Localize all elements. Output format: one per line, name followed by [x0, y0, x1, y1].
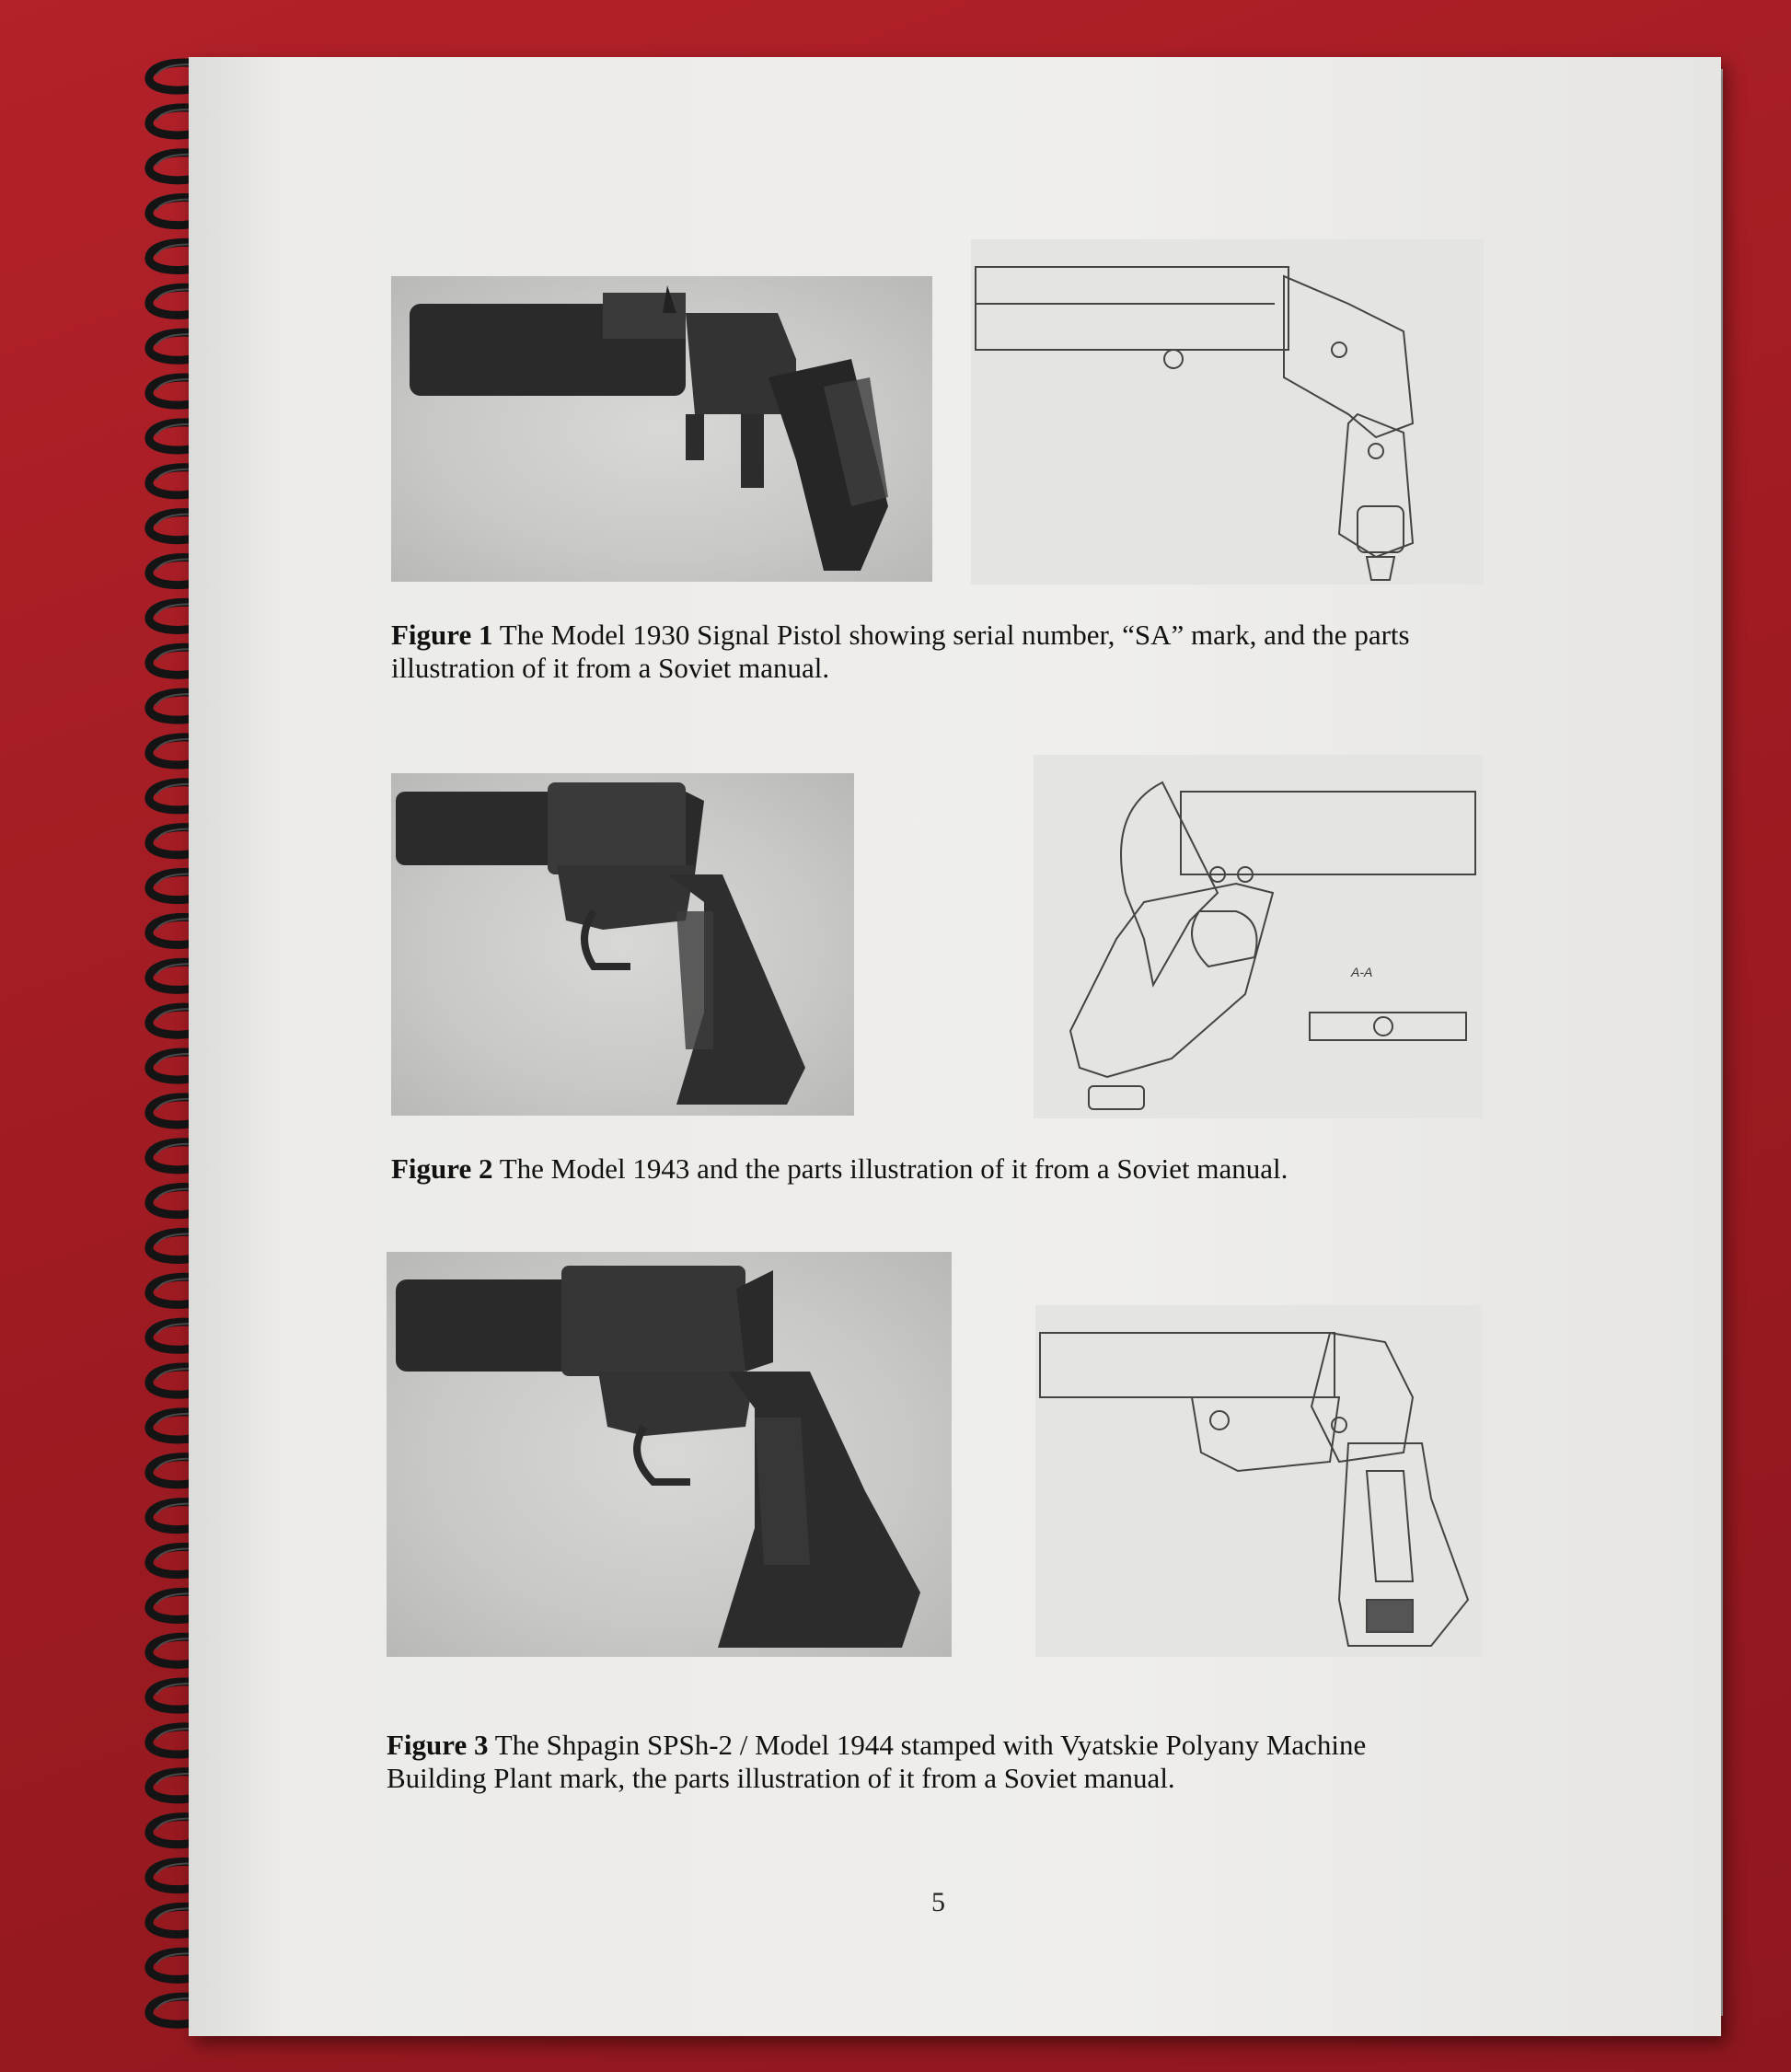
figure-2-label: Figure 2 [391, 1152, 493, 1185]
figure-2-photo [391, 773, 854, 1116]
signal-pistol-photo-icon [391, 276, 932, 582]
figure-1-caption [391, 619, 1496, 685]
figure-3-caption-line2: Building Plant mark, the parts illustration of it from a Soviet manual. [387, 1762, 1175, 1794]
signal-pistol-photo-icon [387, 1252, 952, 1657]
figure-3-caption-line1: The Shpagin SPSh-2 / Model 1944 stamped with Vyatskie Polyany Machine [488, 1729, 1367, 1761]
signal-pistol-photo-icon [391, 773, 854, 1116]
figure-1-caption-line2: illustration of it from a Soviet manual. [391, 652, 830, 684]
figure-3-photo [387, 1252, 952, 1657]
figure-1-photo [391, 276, 932, 582]
figure-2-section-label: A-A [1351, 965, 1373, 979]
parts-illustration-icon [1034, 755, 1483, 1118]
figure-1-parts-illustration [971, 239, 1484, 585]
figure-3-parts-illustration [1035, 1305, 1482, 1657]
parts-illustration-icon [971, 239, 1484, 585]
figure-3-label: Figure 3 [387, 1729, 489, 1761]
figure-2-caption-line1: The Model 1943 and the parts illustration of it from a Soviet manual. [492, 1152, 1288, 1185]
parts-illustration-icon [1035, 1305, 1482, 1657]
figure-1-label: Figure 1 [391, 619, 493, 651]
figure-3-caption [387, 1729, 1491, 1795]
page-number: 5 [931, 1887, 945, 1917]
figure-2-caption [391, 1152, 1496, 1186]
figure-1-caption-line1: The Model 1930 Signal Pistol showing serial number, “SA” mark, and the parts [492, 619, 1410, 651]
figure-2-parts-illustration [1034, 755, 1483, 1118]
